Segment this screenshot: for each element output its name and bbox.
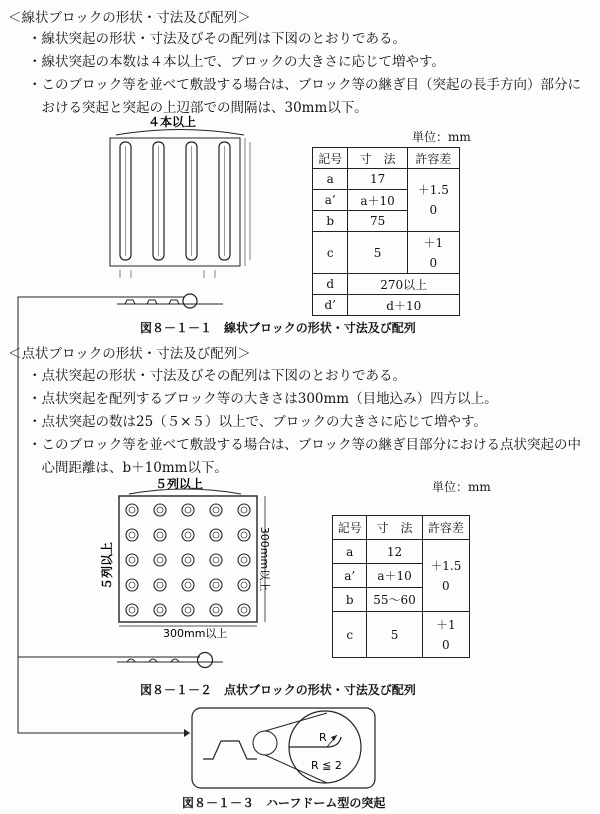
dot-label-width: 300mm以上: [163, 627, 228, 640]
linear-row-d-dimension: 270以上: [348, 274, 460, 295]
dot-protrusion: [154, 504, 166, 516]
dot-protrusion: [182, 604, 194, 616]
dot-bullet-3: ・点状突起の数は25（５×５）以上で、ブロックの大きさに応じて増やす。: [28, 414, 487, 430]
dot-header-symbol: 記号: [333, 516, 367, 540]
dot-protrusion: [238, 579, 250, 591]
dot-header-tolerance: 許容差: [422, 516, 469, 540]
linear-header-symbol: 記号: [313, 148, 348, 169]
linear-bullet-3: ・このブロック等を並べて敷設する場合は、ブロック等の継ぎ目（突起の長手方向）部分に: [28, 77, 581, 93]
linear-bars: [120, 142, 230, 260]
linear-row-c-symbol: c: [313, 232, 348, 274]
dot-protrusion: [238, 529, 250, 541]
dot-protrusion: [210, 554, 222, 566]
linear-header-tolerance: 許容差: [407, 148, 459, 169]
linear-row-d-symbol: d: [313, 274, 348, 295]
dot-protrusion: [154, 529, 166, 541]
dome-label-r: R: [319, 731, 327, 744]
dot-label-height: 300mm以上: [258, 526, 271, 592]
dot-protrusion: [126, 529, 138, 541]
dot-row-a2-symbol: a’: [333, 564, 367, 588]
linear-row-a2-dimension: a＋10: [348, 190, 407, 211]
linear-row-a-dimension: 17: [348, 169, 407, 190]
dot-tolerance-1: [422, 540, 469, 612]
dot-unit: 単位：mm: [432, 480, 491, 494]
dot-protrusion: [182, 579, 194, 591]
dot-protrusion: [210, 504, 222, 516]
dome-frame: [192, 708, 375, 788]
dome-label-formula: R ≦ 2: [311, 759, 342, 772]
linear-tolerance-1-upper: ＋1.5: [417, 183, 449, 197]
dot-tolerance-1-upper: ＋1.5: [430, 558, 462, 573]
dot-protrusion: [210, 529, 222, 541]
dot-row-c-symbol: c: [333, 612, 367, 658]
linear-tolerance-2-upper: ＋1: [423, 235, 444, 250]
dot-protrusion: [126, 554, 138, 566]
linear-profile-drawing: [115, 292, 225, 310]
dot-row-a-symbol: a: [333, 540, 367, 564]
linear-header-dimension: 寸 法: [348, 148, 407, 169]
dot-row-a-dimension: 12: [367, 540, 422, 564]
linear-tolerance-2-lower: 0: [429, 255, 438, 270]
linear-row-a-symbol: a: [313, 169, 348, 190]
dot-protrusion: [154, 604, 166, 616]
dome-caption: 図８－１－３ ハーフドーム型の突起: [182, 796, 386, 810]
dot-header-dimension: 寸 法: [367, 516, 422, 540]
dot-bullet-5: 心間距離は、b＋10mm以下。: [28, 460, 228, 476]
linear-row-d2-dimension: d＋10: [348, 295, 460, 316]
dot-bullet-1: ・点状突起の形状・寸法及びその配列は下図のとおりである。: [28, 368, 406, 384]
linear-row-a2-symbol: a’: [313, 190, 348, 211]
linear-tolerance-1-lower: 0: [429, 203, 438, 217]
dot-label-rows: ５列以上: [100, 541, 114, 591]
linear-bullet-2: ・線状突起の本数は４本以上で、ブロックの大きさに応じて増やす。: [28, 54, 445, 70]
dot-block-drawing: [95, 474, 275, 649]
dot-tolerance-2-lower: 0: [442, 637, 450, 652]
linear-row-b-dimension: 75: [348, 211, 407, 232]
dot-spec-table: [332, 515, 470, 658]
linear-row-c-dimension: 5: [348, 232, 407, 274]
linear-tolerance-1: [407, 169, 459, 232]
dot-heading: ＜点状ブロックの形状・寸法及び配列＞: [8, 346, 251, 362]
linear-block-drawing: [100, 110, 260, 285]
dot-protrusion: [126, 504, 138, 516]
dot-label-columns: ５列以上: [155, 477, 204, 491]
linear-tolerance-2: [407, 232, 459, 274]
linear-spec-table: [312, 147, 460, 316]
dot-protrusion: [238, 554, 250, 566]
linear-heading: ＜線状ブロックの形状・寸法及び配列＞: [8, 10, 251, 26]
dot-row-c-dimension: 5: [367, 612, 422, 658]
linear-bullet-4: おける突起と突起の上辺部での間隔は、30mm以下。: [28, 100, 368, 116]
dome-drawing: [191, 707, 376, 789]
dot-bullet-2: ・点状突起を配列するブロック等の大きさは300mm（目地込み）四方以上。: [28, 391, 498, 407]
dot-profile-drawing: [115, 650, 225, 670]
dot-tolerance-1-lower: 0: [442, 578, 450, 593]
dot-caption: 図８－１－２ 点状ブロックの形状・寸法及び配列: [140, 683, 416, 697]
dot-row-a2-dimension: a＋10: [367, 564, 422, 588]
dot-protrusion: [154, 579, 166, 591]
dot-tolerance-2-upper: ＋1: [436, 617, 456, 632]
dot-protrusion: [126, 579, 138, 591]
dot-row-b-dimension: 55～60: [367, 588, 422, 612]
dot-protrusion: [210, 579, 222, 591]
dot-bullet-4: ・このブロック等を並べて敷設する場合は、ブロック等の継ぎ目部分における点状突起の中: [28, 437, 581, 453]
dot-protrusion: [238, 504, 250, 516]
linear-row-b-symbol: b: [313, 211, 348, 232]
linear-bullet-1: ・線状突起の形状・寸法及びその配列は下図のとおりである。: [28, 31, 406, 47]
dot-protrusion: [126, 604, 138, 616]
linear-figure-label: ４本以上: [148, 115, 197, 129]
dot-tolerance-2: [422, 612, 469, 658]
dot-protrusion: [238, 604, 250, 616]
dot-protrusion: [182, 529, 194, 541]
dot-protrusion: [154, 554, 166, 566]
dot-grid: [126, 504, 250, 616]
dot-protrusion: [210, 604, 222, 616]
dot-row-b-symbol: b: [333, 588, 367, 612]
dot-protrusion: [182, 504, 194, 516]
linear-unit: 単位：mm: [412, 130, 471, 144]
dot-protrusion: [182, 554, 194, 566]
linear-row-d2-symbol: d’: [313, 295, 348, 316]
linear-caption: 図８－１－１ 線状ブロックの形状・寸法及び配列: [140, 321, 416, 335]
